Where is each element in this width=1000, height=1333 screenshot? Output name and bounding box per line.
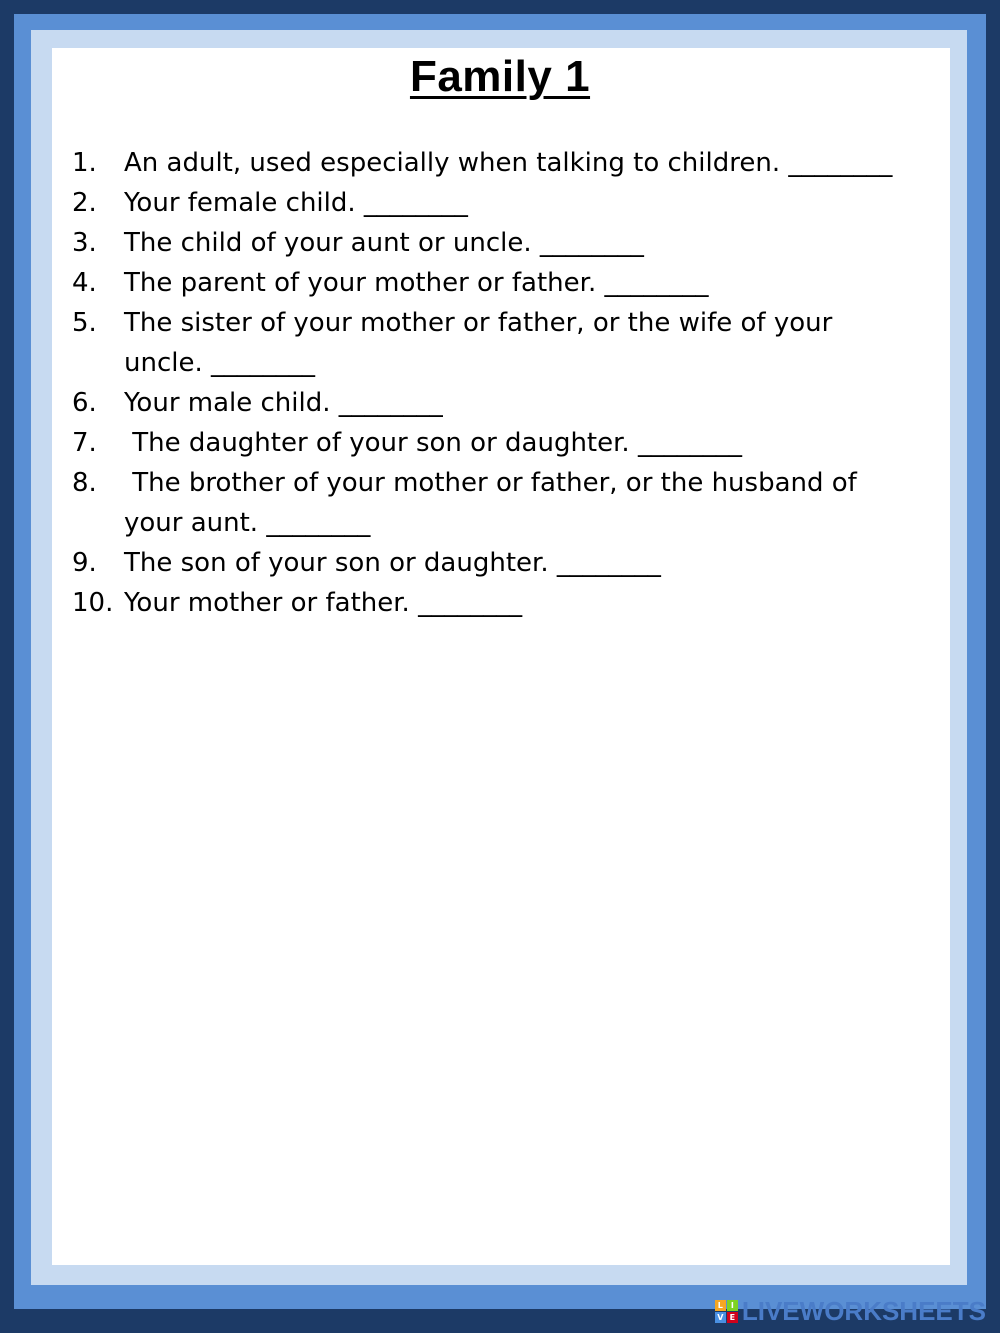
- logo-letter-l: L: [715, 1300, 726, 1311]
- logo-letter-e: E: [727, 1312, 738, 1323]
- logo-letter-i: I: [727, 1300, 738, 1311]
- question-item: [72, 223, 952, 263]
- question-item: [72, 583, 952, 623]
- question-number: 10.: [72, 588, 114, 618]
- logo-letter-v: V: [715, 1312, 726, 1323]
- liveworksheets-logo-icon: [715, 1300, 738, 1323]
- question-text: The son of your son or daughter. ________: [124, 548, 661, 578]
- liveworksheets-logo-text: LIVEWORKSHEETS: [741, 1295, 986, 1326]
- question-item: [72, 423, 952, 463]
- question-text: An adult, used especially when talking to children. ________: [124, 148, 893, 178]
- question-item: [72, 183, 952, 223]
- question-number: 5.: [72, 308, 97, 338]
- question-item: [72, 543, 952, 583]
- question-number: 7.: [72, 428, 97, 458]
- question-text: The parent of your mother or father. ________: [124, 268, 709, 298]
- question-number: 9.: [72, 548, 97, 578]
- question-number: 8.: [72, 468, 97, 498]
- question-text: Your male child. ________: [124, 388, 443, 418]
- question-item: [72, 303, 952, 383]
- question-number: 2.: [72, 188, 97, 218]
- question-text: The daughter of your son or daughter. ________: [124, 428, 742, 458]
- question-number: 6.: [72, 388, 97, 418]
- question-text: The sister of your mother or father, or the wife of your uncle. ________: [124, 308, 833, 378]
- question-text: The child of your aunt or uncle. ________: [124, 228, 644, 258]
- question-item: [72, 463, 952, 543]
- question-item: [72, 383, 952, 423]
- question-text: The brother of your mother or father, or the husband of your aunt. ________: [124, 468, 866, 538]
- page-title: Family 1: [409, 52, 591, 101]
- question-text: Your mother or father. ________: [124, 588, 523, 618]
- question-number: 3.: [72, 228, 97, 258]
- question-item: [72, 263, 952, 303]
- liveworksheets-logo: [715, 1297, 986, 1325]
- question-list: [72, 143, 952, 623]
- question-number: 4.: [72, 268, 97, 298]
- question-number: 1.: [72, 148, 97, 178]
- question-text: Your female child. ________: [124, 188, 468, 218]
- question-item: [72, 143, 952, 183]
